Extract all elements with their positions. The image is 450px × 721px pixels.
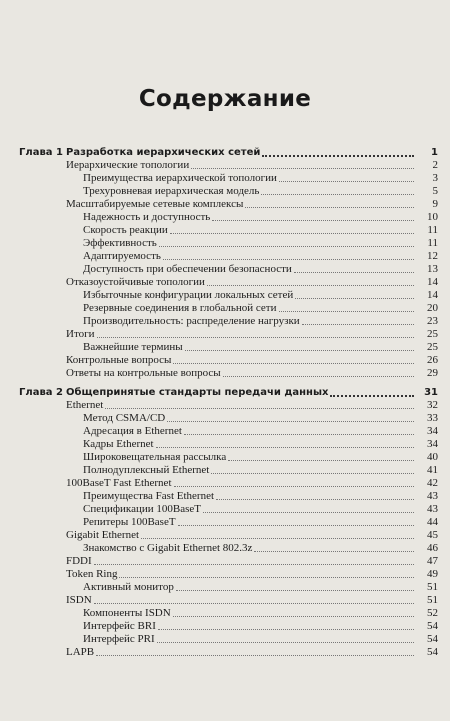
chapter-title: Разработка иерархических сетей — [66, 147, 261, 158]
page-number: 40 — [427, 451, 438, 463]
toc-entry-text-wrap — [83, 185, 416, 198]
toc-entry-title: Трехуровневая иерархическая модель — [83, 185, 260, 197]
toc-entry-title: 100BaseT Fast Ethernet — [66, 477, 172, 489]
toc-entry — [0, 503, 450, 516]
toc-entry — [0, 542, 450, 555]
toc-entry-title: Широковещательная рассылка — [83, 451, 227, 463]
dot-leader — [184, 425, 414, 435]
toc-entry — [0, 568, 450, 581]
toc-entry — [0, 211, 450, 224]
toc-entry — [0, 341, 450, 354]
toc-entry-title: Преимущества Fast Ethernet — [83, 490, 215, 502]
page-number: 26 — [427, 354, 438, 366]
toc-entry — [0, 464, 450, 477]
toc-entry — [0, 237, 450, 250]
toc-entry — [0, 172, 450, 185]
toc-entry-title: Контрольные вопросы — [66, 354, 172, 366]
page-number: 25 — [427, 328, 438, 340]
toc-entry-text-wrap — [66, 477, 416, 490]
toc-entry — [0, 451, 450, 464]
toc-entry — [0, 276, 450, 289]
toc-entry-title: Активный монитор — [83, 581, 174, 593]
page-number: 2 — [432, 159, 438, 171]
chapter-label: Глава 1 — [19, 147, 63, 158]
dot-leader — [163, 250, 414, 260]
page-number: 46 — [427, 542, 438, 554]
dot-leader — [216, 490, 414, 500]
toc-entry-title: Производительность: распределение нагрузки — [83, 315, 300, 327]
toc-entry — [0, 529, 450, 542]
toc-entry — [0, 581, 450, 594]
dot-leader — [174, 477, 415, 487]
toc-entry-text-wrap — [83, 250, 416, 263]
dot-leader — [156, 438, 414, 448]
page-number: 12 — [427, 250, 438, 262]
toc-entry — [0, 315, 450, 328]
chapter-title-entry — [66, 386, 416, 399]
toc-entry — [0, 224, 450, 237]
toc-entry-text-wrap — [66, 328, 416, 341]
toc-entry — [0, 354, 450, 367]
dot-leader — [170, 224, 414, 234]
toc-entry-text-wrap — [83, 425, 416, 438]
dot-leader — [211, 464, 414, 474]
toc-entry-text-wrap — [83, 211, 416, 224]
toc-entry-text-wrap — [66, 594, 416, 607]
dot-leader — [97, 328, 414, 338]
toc-entry-text-wrap — [83, 516, 416, 529]
toc-entry — [0, 302, 450, 315]
chapter-heading — [0, 386, 450, 399]
toc-entry-text-wrap — [66, 354, 416, 367]
toc-entry-title: Gigabit Ethernet — [66, 529, 140, 541]
page-number: 9 — [432, 198, 438, 210]
page-title: Содержание — [138, 86, 312, 112]
toc-entry-text-wrap — [66, 276, 416, 289]
toc-entry-title: Эффективность — [83, 237, 157, 249]
toc-entry — [0, 607, 450, 620]
page-number: 47 — [427, 555, 438, 567]
toc-entry-title: Масштабируемые сетевые комплексы — [66, 198, 244, 210]
page-number: 3 — [432, 172, 438, 184]
page-number: 49 — [427, 568, 438, 580]
toc-entry — [0, 425, 450, 438]
dot-leader — [176, 581, 414, 591]
dot-leader — [185, 341, 414, 351]
table-of-contents — [0, 146, 450, 659]
dot-leader — [203, 503, 414, 513]
toc-entry-title: Интерфейс BRI — [83, 620, 156, 632]
toc-entry-text-wrap — [83, 412, 416, 425]
toc-entry-title: Полнодуплексный Ethernet — [83, 464, 210, 476]
page-number: 32 — [427, 399, 438, 411]
dot-leader — [302, 315, 414, 325]
toc-entry — [0, 399, 450, 412]
toc-entry — [0, 646, 450, 659]
page-number: 33 — [427, 412, 438, 424]
toc-entry-text-wrap — [66, 198, 416, 211]
toc-entry-title: Адресация в Ethernet — [83, 425, 182, 437]
toc-entry-title: Кадры Ethernet — [83, 438, 154, 450]
page-number: 41 — [427, 464, 438, 476]
toc-entry-title: Ethernet — [66, 399, 104, 411]
toc-entry-title: LAPB — [66, 646, 95, 658]
page-number: 13 — [427, 263, 438, 275]
toc-entry-text-wrap — [83, 542, 416, 555]
toc-entry-text-wrap — [83, 607, 416, 620]
dot-leader — [330, 386, 414, 397]
toc-entry-text-wrap — [83, 172, 416, 185]
page-number: 43 — [427, 490, 438, 502]
toc-entry-title: Интерфейс PRI — [83, 633, 155, 645]
toc-entry — [0, 555, 450, 568]
page-number: 5 — [432, 185, 438, 197]
toc-entry — [0, 250, 450, 263]
toc-entry-title: Надежность и доступность — [83, 211, 211, 223]
toc-entry-title: Доступность при обеспечении безопасности — [83, 263, 292, 275]
toc-entry — [0, 328, 450, 341]
toc-entry — [0, 263, 450, 276]
toc-entry-text-wrap — [66, 529, 416, 542]
dot-leader — [223, 367, 414, 377]
toc-entry-text-wrap — [66, 555, 416, 568]
page-number: 54 — [427, 633, 438, 645]
page-number: 25 — [427, 341, 438, 353]
dot-leader — [294, 263, 414, 273]
toc-entry-text-wrap — [83, 490, 416, 503]
dot-leader — [105, 399, 414, 409]
page-number: 11 — [427, 224, 438, 236]
dot-leader — [178, 516, 414, 526]
toc-entry — [0, 490, 450, 503]
toc-entry-text-wrap — [66, 399, 416, 412]
toc-entry-text-wrap — [83, 289, 416, 302]
page-number: 20 — [427, 302, 438, 314]
toc-entry-title: Резервные соединения в глобальной сети — [83, 302, 277, 314]
page-number: 51 — [427, 581, 438, 593]
dot-leader — [212, 211, 414, 221]
page-number: 44 — [427, 516, 438, 528]
chapter-heading — [0, 146, 450, 159]
dot-leader — [119, 568, 414, 578]
toc-entry-title: Иерархические топологии — [66, 159, 190, 171]
toc-entry-title: ISDN — [66, 594, 92, 606]
toc-entry-text-wrap — [83, 302, 416, 315]
dot-leader — [96, 646, 414, 656]
dot-leader — [279, 172, 414, 182]
toc-entry — [0, 198, 450, 211]
page-number: 29 — [427, 367, 438, 379]
chapter-title: Общепринятые стандарты передачи данных — [66, 387, 329, 398]
toc-entry-title: Ответы на контрольные вопросы — [66, 367, 221, 379]
dot-leader — [94, 594, 414, 604]
chapter-title-entry — [66, 146, 416, 159]
toc-entry-text-wrap — [83, 503, 416, 516]
toc-entry-title: Token Ring — [66, 568, 118, 580]
toc-entry-title: Знакомство с Gigabit Ethernet 802.3z — [83, 542, 253, 554]
page-number: 54 — [427, 620, 438, 632]
toc-entry — [0, 477, 450, 490]
toc-entry-text-wrap — [83, 224, 416, 237]
page-number: 34 — [427, 438, 438, 450]
toc-entry — [0, 633, 450, 646]
dot-leader — [173, 354, 414, 364]
toc-entry-title: Метод CSMA/CD — [83, 412, 166, 424]
dot-leader — [254, 542, 414, 552]
toc-entry — [0, 185, 450, 198]
page-number: 10 — [427, 211, 438, 223]
toc-entry-title: Компоненты ISDN — [83, 607, 171, 619]
toc-entry-title: Избыточные конфигурации локальных сетей — [83, 289, 294, 301]
toc-entry-text-wrap — [83, 341, 416, 354]
toc-entry-text-wrap — [83, 438, 416, 451]
dot-leader — [94, 555, 414, 565]
page-number: 51 — [427, 594, 438, 606]
dot-leader — [261, 185, 414, 195]
toc-entry-text-wrap — [66, 367, 416, 380]
dot-leader — [245, 198, 414, 208]
page-number: 14 — [427, 289, 438, 301]
toc-entry-text-wrap — [83, 237, 416, 250]
toc-entry — [0, 367, 450, 380]
page-number: 42 — [427, 477, 438, 489]
toc-entry-title: FDDI — [66, 555, 92, 567]
dot-leader — [173, 607, 414, 617]
dot-leader — [159, 237, 414, 247]
toc-entry-text-wrap — [83, 263, 416, 276]
page-number: 31 — [424, 387, 438, 398]
dot-leader — [167, 412, 414, 422]
toc-entry-text-wrap — [66, 159, 416, 172]
toc-entry-title: Репитеры 100BaseT — [83, 516, 176, 528]
page-number: 34 — [427, 425, 438, 437]
toc-entry-title: Адаптируемость — [83, 250, 161, 262]
page-number: 54 — [427, 646, 438, 658]
toc-entry-title: Важнейшие термины — [83, 341, 183, 353]
page-number: 14 — [427, 276, 438, 288]
toc-entry-text-wrap — [66, 646, 416, 659]
toc-entry — [0, 620, 450, 633]
toc-entry-title: Преимущества иерархической топологии — [83, 172, 277, 184]
page-number: 43 — [427, 503, 438, 515]
page-number: 11 — [427, 237, 438, 249]
toc-entry-title: Спецификации 100BaseT — [83, 503, 201, 515]
chapter-label: Глава 2 — [19, 387, 63, 398]
dot-leader — [158, 620, 414, 630]
toc-entry — [0, 159, 450, 172]
toc-entry — [0, 516, 450, 529]
page-number: 23 — [427, 315, 438, 327]
toc-entry-text-wrap — [83, 620, 416, 633]
page-number: 1 — [431, 147, 438, 158]
toc-entry-text-wrap — [83, 581, 416, 594]
toc-entry-text-wrap — [83, 633, 416, 646]
dot-leader — [141, 529, 414, 539]
toc-entry — [0, 412, 450, 425]
toc-entry-text-wrap — [83, 451, 416, 464]
toc-entry-title: Итоги — [66, 328, 95, 340]
dot-leader — [279, 302, 415, 312]
toc-entry-text-wrap — [83, 464, 416, 477]
toc-entry — [0, 594, 450, 607]
dot-leader — [207, 276, 414, 286]
page-number: 45 — [427, 529, 438, 541]
page-number: 52 — [427, 607, 438, 619]
toc-entry-text-wrap — [83, 315, 416, 328]
dot-leader — [157, 633, 414, 643]
toc-entry-title: Отказоустойчивые топологии — [66, 276, 205, 288]
toc-entry — [0, 289, 450, 302]
dot-leader — [295, 289, 414, 299]
dot-leader — [228, 451, 414, 461]
toc-entry — [0, 438, 450, 451]
toc-entry-title: Скорость реакции — [83, 224, 168, 236]
dot-leader — [191, 159, 414, 169]
dot-leader — [262, 146, 414, 157]
toc-entry-text-wrap — [66, 568, 416, 581]
